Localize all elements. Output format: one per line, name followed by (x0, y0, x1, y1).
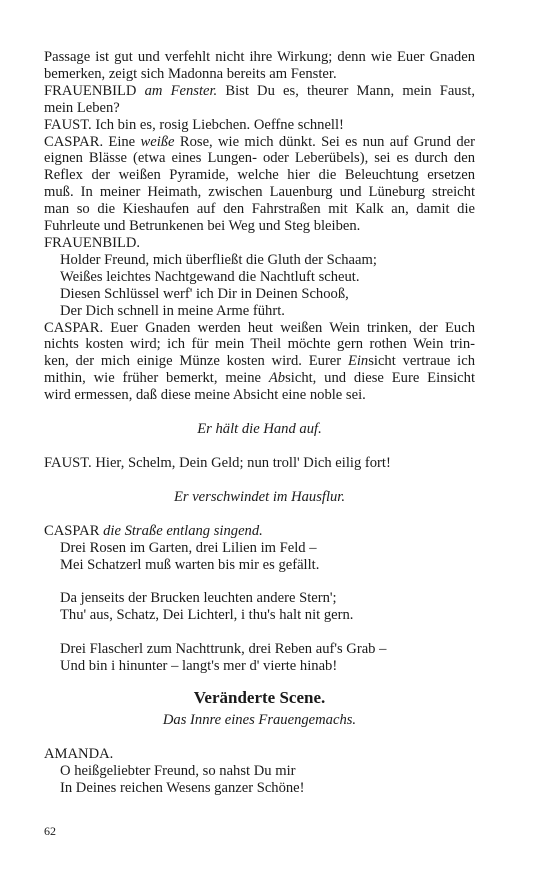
verse-line: Mei Schatzerl muß warten bis mir es gefällt. (60, 556, 320, 573)
text-line: FRAUENBILD. (44, 234, 141, 251)
verse-line: Und bin i hinunter – langt's mer d' vierte hinab! (60, 658, 338, 675)
text-line: AMANDA. (44, 746, 114, 762)
text-span: sicht vertraue ich (368, 353, 475, 370)
page-number: 62 (44, 824, 56, 838)
text-span: CASPAR. Eine (44, 133, 141, 150)
blank-line (44, 404, 475, 421)
text-line (44, 523, 475, 540)
text-line: man so die Kieshaufen auf den Fahrstraßen mit Kalk an, damit die (44, 201, 475, 218)
blank-line (44, 438, 475, 455)
blank-line (44, 624, 475, 641)
page-body (44, 49, 475, 797)
text-line: FAUST. Hier, Schelm, Dein Geld; nun troll' Dich eilig fort! (44, 454, 391, 471)
scene-subtitle: Das Innre eines Frauengemachs. (162, 712, 357, 729)
text-span: mithin, wie früher bemerkt, meine (44, 370, 269, 387)
text-span: ken, der mich einige Münze kosten wird. Eurer (44, 353, 348, 370)
verse-line: Weißes leichtes Nachtgewand die Nachtluft scheut. (60, 268, 360, 285)
verse-line: In Deines reichen Wesens ganzer Schöne! (60, 779, 305, 796)
blank-line (44, 573, 475, 590)
verse-line: Thu' aus, Schatz, Dei Lichterl, i thu's halt nit gern. (60, 607, 354, 624)
text-span: CASPAR (44, 522, 104, 539)
text-line: CASPAR. Euer Gnaden werden heut weißen Wein trinken, der Euch (44, 319, 475, 336)
italic-span: am Fenster. (144, 82, 218, 99)
text-line: Fuhrleute und Betrunkenen bei Weg und Steg bleiben. (44, 218, 361, 235)
text-span: sicht, und diese Eure Einsicht (285, 370, 476, 387)
text-line (44, 370, 475, 387)
scene-heading: Veränderte Scene. (193, 688, 326, 708)
text-span: Rose, wie mich dünkt. Sei es nun auf Grund der (174, 133, 475, 150)
verse-line: Der Dich schnell in meine Arme führt. (60, 302, 285, 319)
blank-line (44, 729, 475, 746)
verse-line: O heißgeliebter Freund, so nahst Du mir (60, 762, 296, 779)
verse-line: Diesen Schlüssel werf' ich Dir in Deinen Schooß, (60, 285, 349, 302)
italic-span: die Straße entlang singend. (103, 522, 263, 539)
text-line: mein Leben? (44, 99, 120, 116)
verse-line: Da jenseits der Brucken leuchten andere Stern'; (60, 590, 337, 607)
italic-span: Ab (268, 370, 286, 387)
text-line (44, 83, 475, 100)
text-line: muß. In meiner Heimath, zwischen Lauenburg und Lüneburg streicht (44, 184, 475, 201)
stage-direction: Er hält die Hand auf. (197, 421, 322, 438)
text-line: Passage ist gut und verfehlt nicht ihre Wirkung; denn wie Euer Gnaden (44, 49, 475, 65)
verse-line: Drei Flascherl zum Nachttrunk, drei Reben auf's Grab – (60, 641, 387, 658)
text-line (44, 353, 475, 370)
text-line: bemerken, zeigt sich Madonna bereits am Fenster. (44, 65, 337, 82)
text-span: FRAUENBILD (44, 82, 145, 99)
verse-line: Drei Rosen im Garten, drei Lilien im Feld – (60, 539, 317, 556)
stage-direction: Er verschwindet im Hausflur. (173, 488, 346, 505)
italic-span: Ein (347, 353, 369, 370)
blank-line (44, 506, 475, 523)
text-line (44, 134, 475, 151)
blank-line (44, 472, 475, 489)
italic-span: weiße (140, 133, 175, 150)
verse-line: Holder Freund, mich überfließt die Gluth der Schaam; (60, 251, 377, 268)
text-line: wird ermessen, daß diese meine Absicht eine noble sei. (44, 387, 366, 404)
text-line: Reflex der weißen Pyramide, welche hier die Beleuchtung ersetzen (44, 167, 475, 184)
text-line: eignen Blässe (etwa eines Lungen- oder Leberübels), sei es durch den (44, 150, 475, 167)
text-span: Bist Du es, theurer Mann, mein Faust, (217, 82, 475, 99)
text-line: nichts kosten wird; ich für mein Theil möchte gern rothen Wein trin- (44, 336, 475, 353)
text-line: FAUST. Ich bin es, rosig Liebchen. Oeffne schnell! (44, 116, 344, 133)
